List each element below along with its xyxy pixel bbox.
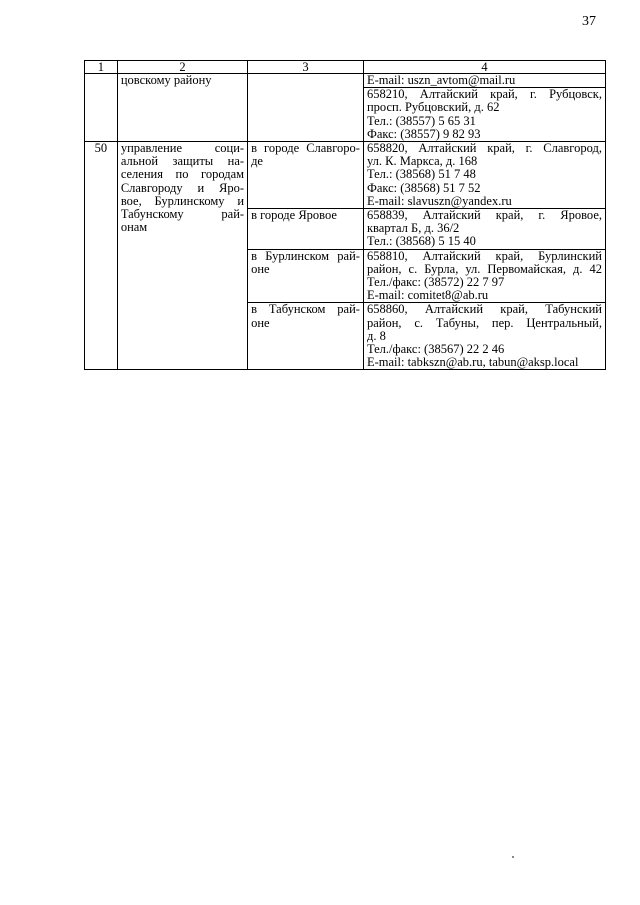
contact-line: Тел.: (38568) 51 7 48 xyxy=(366,167,476,182)
location-line: в Табунском рай- xyxy=(251,302,360,317)
location-cell xyxy=(248,249,364,303)
contact-line: ул. К. Маркса, д. 168 xyxy=(366,154,478,169)
location-line: в Бурлинском рай- xyxy=(251,248,360,263)
organization-line: управление соци- xyxy=(120,141,245,156)
header-cell: 1 xyxy=(85,61,118,74)
contact-line: E-mail: uszn_avtom@mail.ru xyxy=(366,73,516,87)
header-cell: 2 xyxy=(117,61,247,74)
contact-line: Тел.: (38568) 5 15 40 xyxy=(366,234,476,249)
location-cell xyxy=(248,142,364,209)
number-cell xyxy=(85,74,118,142)
contact-line: E-mail: slavuszn@yandex.ru xyxy=(366,193,512,208)
contact-line: 658820, Алтайский край, г. Славгород, xyxy=(366,141,602,156)
organization-line: альной защиты на- xyxy=(120,154,245,169)
contact-line: квартал Б, д. 36/2 xyxy=(366,221,460,236)
contact-line: район, с. Табуны, пер. Центральный, xyxy=(366,315,602,330)
organization-cell xyxy=(117,142,247,370)
contact-line: Факс: (38557) 9 82 93 xyxy=(366,126,481,141)
organization-line: онам xyxy=(120,220,148,235)
organization-line: вое, Бурлинскому и xyxy=(120,193,245,208)
contacts-cell xyxy=(363,249,605,303)
organization-cell xyxy=(117,74,247,142)
contact-line: Тел./факс: (38572) 22 7 97 xyxy=(366,275,505,290)
location-line: в городе Славгоро- xyxy=(251,141,360,156)
contact-line: район, с. Бурла, ул. Первомайская, д. 42 xyxy=(366,261,602,276)
contact-line: 658810, Алтайский край, Бурлинский xyxy=(366,248,602,263)
contacts-cell xyxy=(363,74,605,88)
contact-line: E-mail: comitet8@ab.ru xyxy=(366,288,489,303)
contact-line: 658839, Алтайский край, г. Яровое, xyxy=(366,208,602,223)
header-cell: 4 xyxy=(363,61,605,74)
location-cell xyxy=(248,209,364,250)
organizations-table xyxy=(84,60,606,370)
page-number: 37 xyxy=(582,14,596,29)
location-line: де xyxy=(251,154,263,169)
contact-line: Тел./факс: (38567) 22 2 46 xyxy=(366,342,505,357)
table-row xyxy=(85,142,606,209)
location-line: оне xyxy=(251,315,270,330)
location-cell xyxy=(248,303,364,370)
contact-line: 658210, Алтайский край, г. Рубцовск, xyxy=(366,87,602,102)
organization-line: Табунскому рай- xyxy=(120,207,245,222)
contact-line: 658860, Алтайский край, Табунский xyxy=(366,302,602,317)
scan-speck xyxy=(512,856,514,858)
contacts-cell xyxy=(363,209,605,250)
location-cell xyxy=(248,74,364,142)
number-cell: 50 xyxy=(85,142,118,370)
contacts-cell xyxy=(363,303,605,370)
contacts-cell xyxy=(363,88,605,142)
location-line: оне xyxy=(251,261,270,276)
contact-line: д. 8 xyxy=(366,328,386,343)
contacts-cell xyxy=(363,142,605,209)
location-line: в городе Яровое xyxy=(251,208,337,223)
contact-line: E-mail: tabkszn@ab.ru, tabun@aksp.local xyxy=(366,355,579,370)
table-row xyxy=(85,74,606,88)
organization-line: Славгороду и Яро- xyxy=(120,180,245,195)
contact-line: просп. Рубцовский, д. 62 xyxy=(366,100,500,115)
contact-line: Тел.: (38557) 5 65 31 xyxy=(366,113,476,128)
contact-line: Факс: (38568) 51 7 52 xyxy=(366,180,481,195)
organization-line: цовскому району xyxy=(120,73,212,87)
table-header-row xyxy=(85,61,606,74)
organization-line: селения по городам xyxy=(120,167,245,182)
header-cell: 3 xyxy=(248,61,364,74)
